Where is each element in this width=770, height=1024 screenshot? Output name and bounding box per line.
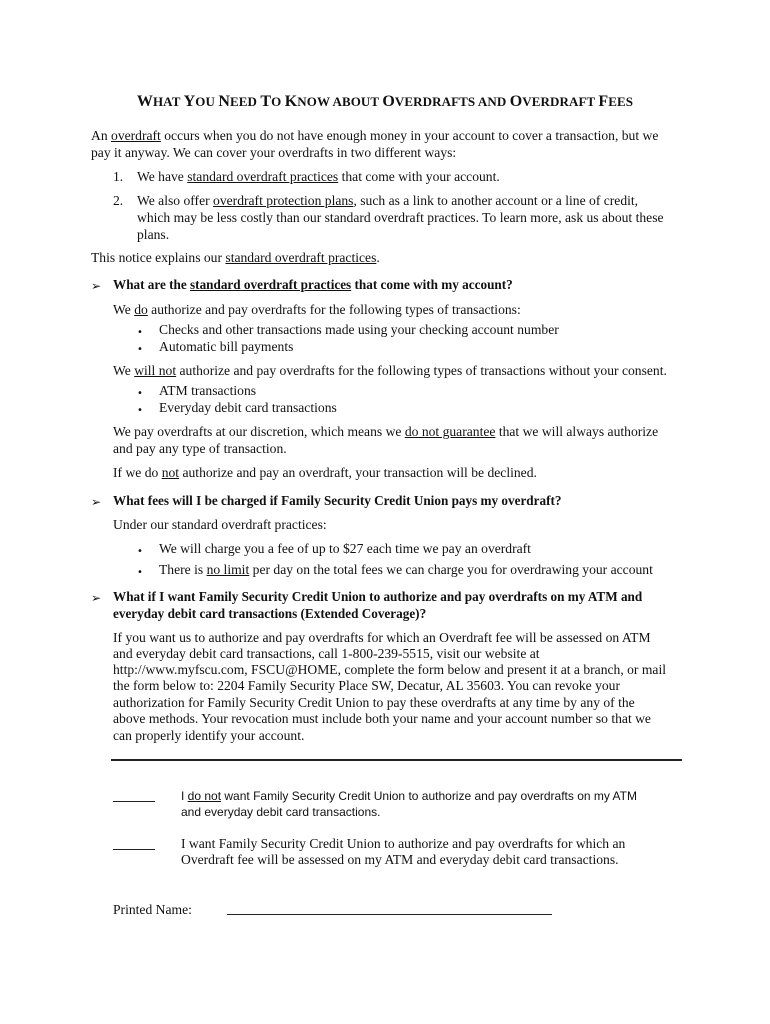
body-line: We pay overdrafts at our discretion, which means we do not guarantee that we will always authorize [113,424,659,439]
section-question: What fees will I be charged if Family Security Credit Union pays my overdraft? [113,493,562,508]
printed-name-label: Printed Name: [113,902,192,917]
body-line: If we do not authorize and pay an overdraft, your transaction will be declined. [113,465,537,480]
opt-in-statement: I want Family Security Credit Union to authorize and pay overdrafts for which an [181,836,626,851]
notice-line: This notice explains our standard overdraft practices. [91,250,380,265]
body-line: We do authorize and pay overdrafts for the following types of transactions: [113,302,521,317]
page-title: WHAT YOU NEED TO KNOW ABOUT OVERDRAFTS AND OVERDRAFT FEES [136,93,634,110]
opt-in-statement-continued: Overdraft fee will be assessed on my ATM and everyday debit card transactions. [181,852,619,867]
arrow-bullet-icon: ➢ [91,591,102,605]
intro-line-1: An overdraft occurs when you do not have enough money in your account to cover a transaction, but we [91,128,659,143]
list-item: We will charge you a fee of up to $27 each time we pay an overdraft [159,541,531,556]
section-question-continued: everyday debit card transactions (Extended Coverage)? [113,606,427,621]
arrow-bullet-icon: ➢ [91,495,102,509]
body-line: the form below to: 2204 Family Security Place SW, Decatur, AL 35603. You can revoke your [113,678,620,693]
body-line: Under our standard overdraft practices: [113,517,327,532]
list-item: Checks and other transactions made using your checking account number [159,322,559,337]
form-divider [111,759,682,761]
list-item: We have standard overdraft practices that come with your account. [137,169,500,184]
bullet-icon: • [137,567,143,578]
opt-out-statement-continued: and everyday debit card transactions. [181,805,381,819]
intro-line-2: pay it anyway. We can cover your overdrafts in two different ways: [91,145,457,160]
section-question: What if I want Family Security Credit Union to authorize and pay overdrafts on my ATM and [113,589,643,604]
body-line: http://www.myfscu.com, FSCU@HOME, complete the form below and present it at a branch, or mail [113,662,667,677]
opt-out-statement: I do not want Family Security Credit Union to authorize and pay overdrafts on my ATM [181,789,637,803]
list-item: We also offer overdraft protection plans, such as a link to another account or a line of credit, [137,193,639,208]
arrow-bullet-icon: ➢ [91,279,102,293]
bullet-icon: • [137,546,143,557]
body-line: authorization for Family Security Credit Union to pay these overdrafts at any time by any of the [113,695,635,710]
body-line: and everyday debit card transactions, call 1-800-239-5515, visit our website at [113,646,540,661]
printed-name-field[interactable] [227,914,552,915]
list-item: Automatic bill payments [159,339,294,354]
opt-in-initials-field[interactable] [113,849,155,850]
body-line: We will not authorize and pay overdrafts for the following types of transactions without your consent. [113,363,667,378]
opt-out-initials-field[interactable] [113,801,155,802]
list-item: There is no limit per day on the total fees we can charge you for overdrawing your account [159,562,653,577]
list-item: Everyday debit card transactions [159,400,337,415]
section-question: What are the standard overdraft practices that come with my account? [113,277,513,292]
list-item: ATM transactions [159,383,257,398]
bullet-icon: • [137,344,143,355]
bullet-icon: • [137,388,143,399]
bullet-icon: • [137,405,143,416]
list-item-continued: plans. [137,227,170,242]
body-line: If you want us to authorize and pay overdrafts for which an Overdraft fee will be assessed on ATM [113,630,651,645]
list-number: 2. [113,193,124,208]
body-line: and pay any type of transaction. [113,441,287,456]
list-number: 1. [113,169,124,184]
bullet-icon: • [137,327,143,338]
body-line: can properly identify your account. [113,728,305,743]
overdraft-term: overdraft [111,128,161,143]
body-line: above methods. Your revocation must include both your name and your account number so that we [113,711,651,726]
list-item-continued: which may be less costly than our standard overdraft practices. To learn more, ask us about these [137,210,664,225]
